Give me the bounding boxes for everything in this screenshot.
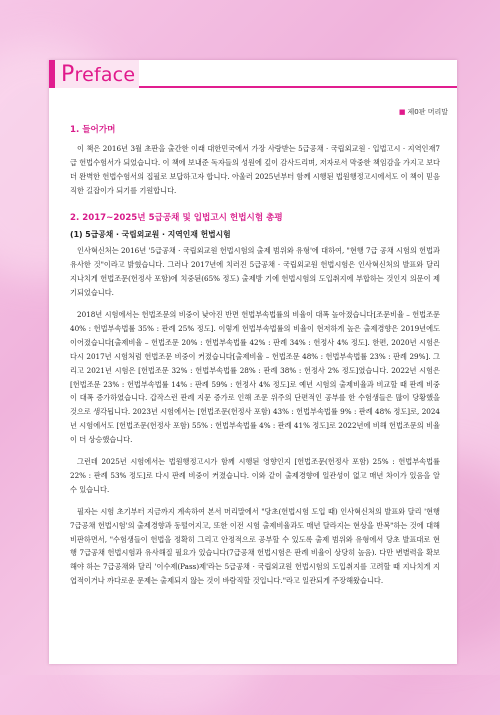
section-heading: 2. 2017~2025년 5급공채 및 입법고시 헌법시험 총평	[70, 212, 283, 223]
preface-content	[70, 124, 440, 596]
preface-title: Preface	[61, 61, 136, 87]
preface-tab	[49, 60, 139, 88]
section-marker	[399, 107, 448, 117]
paragraph: 이 책은 2016년 3월 초판을 출간한 이래 대한민국에서 가장 사랑받는 5급공채 · 국립외교원 · 입법고시 · 지역인재7급 헌법수험서가 되었습니다. 이 책에 보내준 독자들의 성원에 깊이 감사드리며, 저자로서 막중한 책임감을 가지고 보다 더 완벽한 헌법수험서의 집필로 보답하고자 합니다. 아울러 2025년부터 함께 시행된 법원행정고시에서도 이 책이 믿음직한 길잡이가 되기를 기원합니다.	[70, 143, 440, 195]
paragraph: 필자는 시험 초기부터 지금까지 계속하여 본서 머리말에서 "당초(헌법시험 도입 때) 인사혁신처의 발표와 달리 '현행 7급공채 헌법시험'의 출제경향과 동떨어지고, 또한 이전 시험 출제비율과도 매년 달라지는 현상을 반복"하는 것에 대해 비판하면서, "수험생들이 헌법을 정확히 그리고 안정적으로 공부할 수 있도록 출제 범위와 유형에서 당초 발표대로 현행 7급공채 헌법시험과 유사해질 필요가 있습니다(7급공채 헌법시험은 판례 비율이 상당히 높음). 다만 변별력을 확보해야 하는 7급공채와 달리 '이수제(Pass)제'라는 5급공채 · 국립외교원 헌법시험의 도입취지를 고려할 때 지나치게 지엽적이거나 까다로운 문제는 출제되지 않는 것이 바람직할 것입니다."라고 일관되게 주장해왔습니다.	[70, 506, 440, 586]
section-marker-label: 제0판 머리말	[407, 108, 448, 116]
subsection-heading: (1) 5급공채 · 국립외교원 · 지역인재 헌법시험	[70, 230, 231, 240]
section-exam-review	[70, 212, 440, 589]
bullet-icon: ■	[398, 108, 406, 116]
paragraph: 인사혁신처는 2016년 '5급공채 · 국립외교원 헌법시험의 출제 범위와 유형'에 대하여, "현행 7급 공채 시험의 헌법과 유사한 것"이라고 밝혔습니다. 그러나 2017년에 치러진 5급공채 · 국립외교원 헌법시험은 인사혁신처의 발표와 달리 지나치게 헌법조문(헌정사 포함)에 치중된(65% 정도) 출제방 기에 헌법시험의 도입취지에 부합하는 것인지 의문이 제기되었습니다.	[70, 246, 440, 298]
section-intro	[70, 124, 440, 198]
section-heading: 1. 들어가며	[70, 125, 116, 135]
header-rule	[139, 86, 457, 88]
paragraph: 그런데 2025년 시험에서는 법원행정고시가 함께 시행된 영향인지 [헌법조문(헌정사 포함) 25% : 헌법부속법률 22% : 판례 53% 정도]로 다시 판례 비중이 커졌습니다. 이와 같이 출제경향에 일관성이 없고 매년 차이가 있음을 알 수 있습니다.	[70, 457, 440, 494]
paragraph: 2018년 시험에서는 헌법조문의 비중이 낮아진 반면 헌법부속법률의 비율이 대폭 높아졌습니다[조문비율 – 헌법조문 40% : 헌법부속법률 35% : 판례 25% 정도]. 이렇게 헌법부속법률의 비율이 현저하게 높은 출제경향은 2019년에도 이어졌습니다[출제비율 – 헌법조문 20% : 헌법부속법률 42% : 판례 34% : 헌정사 4% 정도]. 한편, 2020년 시험은 다시 2017년 시험처럼 헌법조문 비중이 커졌습니다[출제비율 – 헌법조문 48% : 헌법부속법률 23% : 판례 29%]. 그리고 2021년 시험은 [헌법조문 32% : 헌법부속법률 28% : 판례 38% : 헌정사 2% 정도]였습니다. 2022년 시험은 [헌법조문 23% : 헌법부속법률 14% : 판례 59% : 헌정사 4% 정도]로 예년 시험의 출제비율과 비교할 때 판례 비중이 대폭 증가하였습니다. 갑작스런 판례 지문 증가로 인해 조문 위주의 단편적인 공부를 한 수험생들은 많이 당황했을 것으로 생각됩니다. 2023년 시험에서는 [헌법조문(헌정사 포함) 43% : 헌법부속법률 9% : 판례 48% 정도]로, 2024년 시험에서도 [헌법조문(헌정사 포함) 55% : 헌법부속법률 4% : 판례 41% 정도]로 2022년에 비해 헌법조문의 비율이 더 상승했습니다.	[70, 309, 440, 445]
